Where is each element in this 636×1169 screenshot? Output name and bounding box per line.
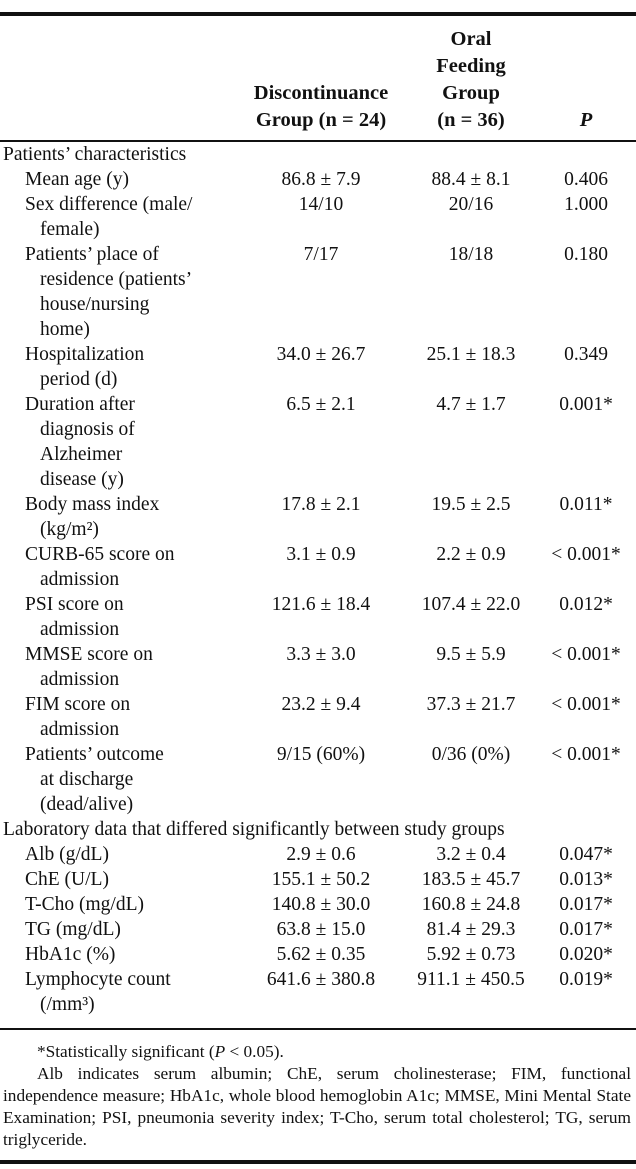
row-label — [0, 692, 236, 742]
row-label-line: Duration after — [25, 393, 135, 415]
row-label-line: FIM score on — [25, 693, 131, 715]
cell-p-value: 0.013* — [559, 868, 613, 890]
header-oral-line: Feeding — [436, 55, 506, 77]
abbreviations-note: Alb indicates serum albumin; ChE, serum cholinesterase; FIM, functional independence measure; HbA1c, whole blood hemoglobin A1c; MMSE, Mini Mental State Examination; PSI, pneumonia severity index; T-Cho, serum total cholesterol; TG, serum triglyceride. — [3, 1064, 631, 1149]
cell-discontinuance: 155.1 ± 50.2 — [271, 868, 371, 890]
cell-oral-feeding: 160.8 ± 24.8 — [421, 893, 521, 915]
cell-oral-feeding: 107.4 ± 22.0 — [421, 593, 521, 615]
section-header-row — [0, 817, 636, 842]
cell-discontinuance: 2.9 ± 0.6 — [286, 843, 356, 865]
row-label-line: diagnosis of — [40, 418, 135, 440]
table-row — [0, 392, 636, 492]
cell-p-value: 0.047* — [559, 843, 613, 865]
row-label-line: HbA1c (%) — [25, 943, 116, 965]
table-row — [0, 492, 636, 542]
cell-p-value: 0.180 — [564, 243, 608, 265]
cell-discontinuance: 121.6 ± 18.4 — [271, 593, 371, 615]
row-label — [0, 192, 236, 242]
cell-p-value: < 0.001* — [551, 743, 621, 765]
cell-discontinuance: 86.8 ± 7.9 — [281, 168, 361, 190]
cell-discontinuance: 23.2 ± 9.4 — [281, 693, 361, 715]
table-row — [0, 592, 636, 642]
row-label — [0, 542, 236, 592]
cell-discontinuance: 63.8 ± 15.0 — [276, 918, 366, 940]
row-label-line: Patients’ place of — [25, 243, 159, 265]
cell-discontinuance: 3.1 ± 0.9 — [286, 543, 356, 565]
row-label-line: house/nursing — [40, 293, 150, 315]
row-label — [0, 842, 236, 867]
row-label — [0, 592, 236, 642]
cell-discontinuance: 17.8 ± 2.1 — [281, 493, 361, 515]
row-label-line: at discharge — [40, 768, 134, 790]
header-disc-line: Group (n = 24) — [255, 109, 387, 131]
section-title: Patients’ characteristics — [3, 143, 187, 165]
row-label-line: admission — [40, 718, 120, 740]
row-label-line: (kg/m²) — [40, 518, 99, 540]
row-label — [0, 892, 236, 917]
row-label-line: CURB-65 score on — [25, 543, 175, 565]
row-label-line: period (d) — [40, 368, 118, 390]
row-label-line: T-Cho (mg/dL) — [25, 893, 144, 915]
cell-discontinuance: 9/15 (60%) — [276, 743, 366, 765]
cell-p-value: < 0.001* — [551, 643, 621, 665]
row-label-line: Alzheimer — [40, 443, 123, 465]
cell-oral-feeding: 20/16 — [448, 193, 494, 215]
cell-p-value: 0.349 — [564, 343, 608, 365]
row-label-line: TG (mg/dL) — [25, 918, 121, 940]
table-row — [0, 192, 636, 242]
row-label-line: disease (y) — [40, 468, 124, 490]
row-label-line: (dead/alive) — [40, 793, 134, 815]
row-label-line: Sex difference (male/ — [25, 193, 193, 215]
row-label — [0, 867, 236, 892]
cell-discontinuance: 5.62 ± 0.35 — [276, 943, 366, 965]
cell-oral-feeding: 183.5 ± 45.7 — [421, 868, 521, 890]
header-oral-line: Oral — [450, 28, 492, 50]
header-oral-feeding — [406, 18, 536, 140]
cell-discontinuance: 3.3 ± 3.0 — [286, 643, 356, 665]
row-label — [0, 942, 236, 967]
results-table — [0, 18, 636, 1017]
top-rule — [0, 12, 636, 16]
note-suffix: < 0.05). — [225, 1042, 284, 1061]
row-label-line: Alb (g/dL) — [25, 843, 109, 865]
row-label-line: Lymphocyte count — [25, 968, 171, 990]
row-label-line: admission — [40, 568, 120, 590]
table-body — [0, 142, 636, 1017]
table-row — [0, 242, 636, 342]
table-row — [0, 342, 636, 392]
cell-oral-feeding: 88.4 ± 8.1 — [431, 168, 511, 190]
section-title: Laboratory data that differed significantly between study groups — [3, 818, 505, 840]
row-label-line: admission — [40, 618, 120, 640]
row-label-line: admission — [40, 668, 120, 690]
row-label-line: Hospitalization — [25, 343, 145, 365]
cell-oral-feeding: 19.5 ± 2.5 — [431, 493, 511, 515]
row-label-line: Patients’ outcome — [25, 743, 164, 765]
cell-oral-feeding: 4.7 ± 1.7 — [436, 393, 506, 415]
cell-oral-feeding: 3.2 ± 0.4 — [436, 843, 506, 865]
cell-p-value: 0.017* — [559, 918, 613, 940]
cell-p-value: 0.012* — [559, 593, 613, 615]
cell-discontinuance: 34.0 ± 26.7 — [276, 343, 366, 365]
table-bottom-rule — [0, 1028, 636, 1030]
footnotes — [3, 1041, 631, 1151]
cell-p-value: 0.020* — [559, 943, 613, 965]
cell-oral-feeding: 25.1 ± 18.3 — [426, 343, 516, 365]
header-blank — [0, 18, 236, 140]
cell-oral-feeding: 2.2 ± 0.9 — [436, 543, 506, 565]
cell-p-value: 0.017* — [559, 893, 613, 915]
row-label-line: PSI score on — [25, 593, 124, 615]
table-row — [0, 642, 636, 692]
row-label — [0, 342, 236, 392]
cell-p-value: 0.001* — [559, 393, 613, 415]
header-disc-line: Discontinuance — [253, 82, 389, 104]
row-label — [0, 917, 236, 942]
cell-discontinuance: 6.5 ± 2.1 — [286, 393, 356, 415]
note-p: P — [214, 1042, 226, 1061]
cell-p-value: < 0.001* — [551, 693, 621, 715]
note-prefix: *Statistically significant ( — [37, 1042, 215, 1061]
cell-oral-feeding: 5.92 ± 0.73 — [426, 943, 516, 965]
cell-p-value: 0.019* — [559, 968, 613, 990]
bottom-rule — [0, 1160, 636, 1164]
table-row — [0, 892, 636, 917]
row-label — [0, 242, 236, 342]
cell-p-value: < 0.001* — [551, 543, 621, 565]
cell-oral-feeding: 9.5 ± 5.9 — [436, 643, 506, 665]
row-label-line: ChE (U/L) — [25, 868, 109, 890]
header-p-value: P — [579, 109, 593, 131]
header-oral-line: (n = 36) — [437, 109, 505, 131]
cell-discontinuance: 140.8 ± 30.0 — [271, 893, 371, 915]
header-oral-line: Group — [442, 82, 500, 104]
table-row — [0, 917, 636, 942]
row-label-line: home) — [40, 318, 90, 340]
table-row — [0, 167, 636, 192]
section-header-row — [0, 142, 636, 167]
row-label — [0, 742, 236, 817]
row-label-line: Mean age (y) — [25, 168, 129, 190]
table-row — [0, 867, 636, 892]
cell-oral-feeding: 18/18 — [448, 243, 494, 265]
row-label-line: Body mass index — [25, 493, 160, 515]
cell-p-value: 1.000 — [564, 193, 608, 215]
significance-note — [3, 1041, 631, 1063]
table-row — [0, 967, 636, 1017]
table-row — [0, 542, 636, 592]
table-row — [0, 692, 636, 742]
cell-discontinuance: 641.6 ± 380.8 — [266, 968, 376, 990]
row-label — [0, 642, 236, 692]
cell-oral-feeding: 911.1 ± 450.5 — [417, 968, 525, 990]
cell-oral-feeding: 37.3 ± 21.7 — [426, 693, 516, 715]
row-label — [0, 492, 236, 542]
table-row — [0, 842, 636, 867]
cell-oral-feeding: 81.4 ± 29.3 — [426, 918, 516, 940]
cell-p-value: 0.406 — [564, 168, 608, 190]
header-discontinuance — [236, 18, 406, 140]
row-label-line: female) — [40, 218, 100, 240]
table-row — [0, 742, 636, 817]
row-label-line: MMSE score on — [25, 643, 153, 665]
cell-oral-feeding: 0/36 (0%) — [431, 743, 511, 765]
table-row — [0, 942, 636, 967]
cell-p-value: 0.011* — [559, 493, 613, 515]
row-label-line: (/mm³) — [40, 993, 95, 1015]
row-label-line: residence (patients’ — [40, 268, 193, 290]
cell-discontinuance: 14/10 — [298, 193, 344, 215]
row-label — [0, 167, 236, 192]
table-header — [0, 18, 636, 142]
row-label — [0, 967, 236, 1017]
cell-discontinuance: 7/17 — [303, 243, 339, 265]
row-label — [0, 392, 236, 492]
